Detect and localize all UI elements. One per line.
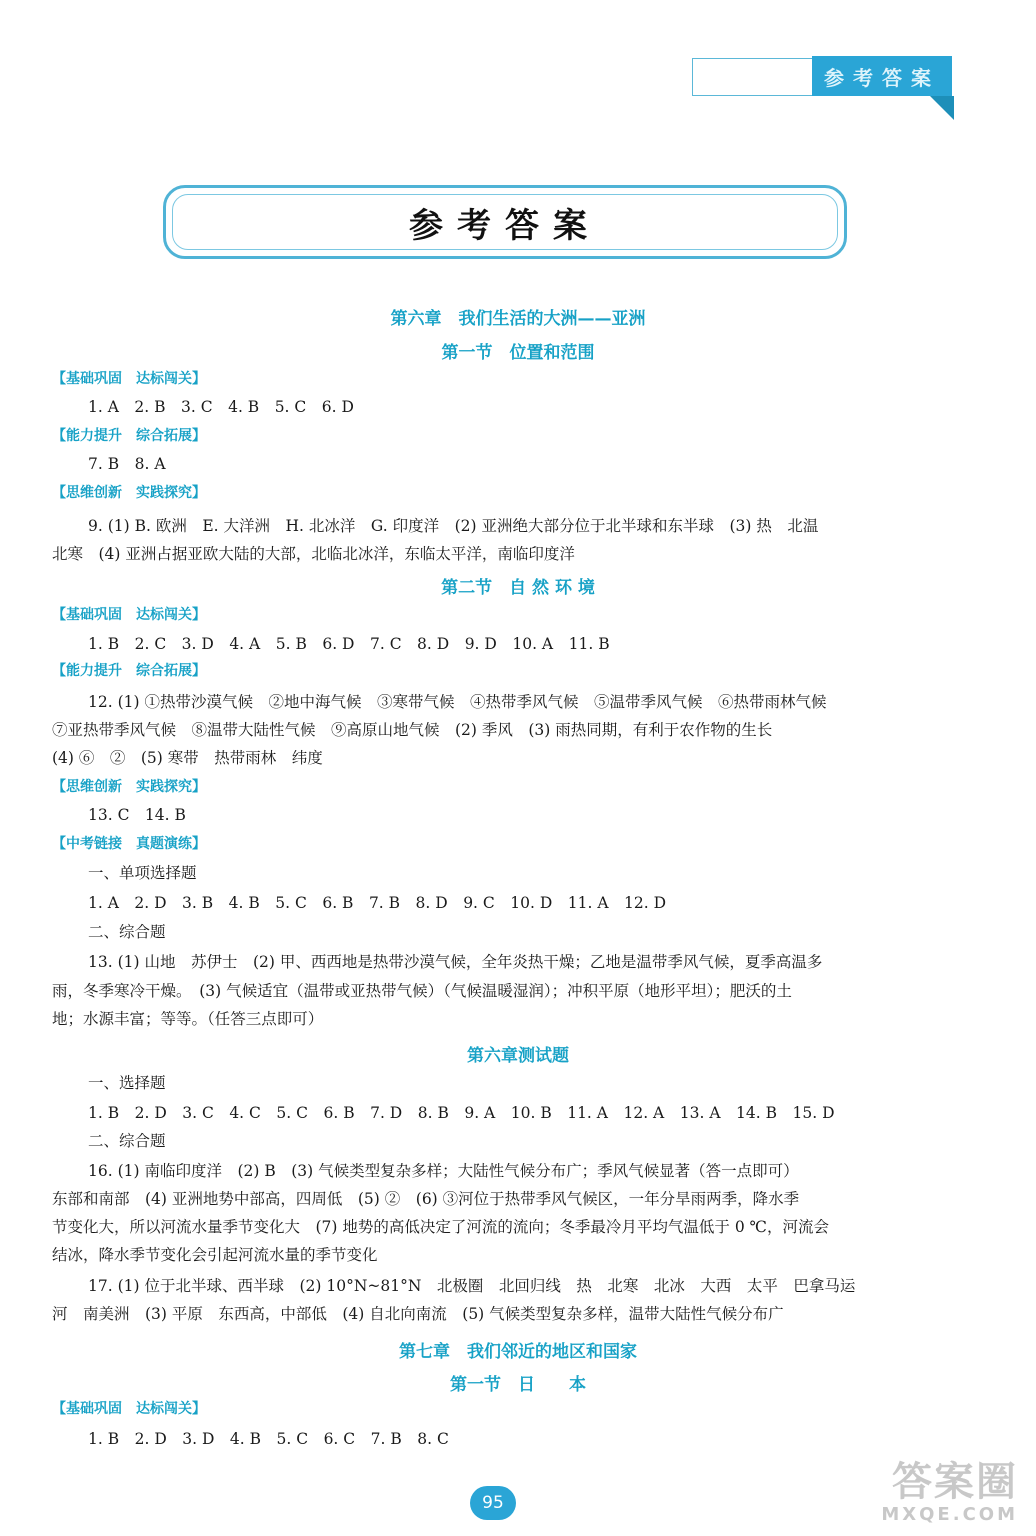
ch6s1-answers-basic: 1. A 2. B 3. C 4. B 5. C 6. D bbox=[88, 398, 354, 416]
ch6s1-tag-basic: 【基础巩固 达标闯关】 bbox=[52, 371, 206, 387]
ch6s2-tag-thinking: 【思维创新 实践探究】 bbox=[52, 779, 206, 795]
ch6-section2-title: 第二节 自 然 环 境 bbox=[441, 578, 595, 598]
page-number: 95 bbox=[470, 1486, 516, 1520]
ch6s2-answers-exam-choice: 1. A 2. D 3. B 4. B 5. C 6. B 7. B 8. D 9. C 10. D 11. A 12. D bbox=[88, 894, 667, 912]
ch7s1-answers-basic: 1. B 2. D 3. D 4. B 5. C 6. C 7. B 8. C bbox=[88, 1430, 449, 1448]
ch6s2-tag-ability: 【能力提升 综合拓展】 bbox=[52, 663, 206, 679]
watermark-url: MXQE.COM bbox=[881, 1504, 1018, 1525]
header-tab-tail bbox=[930, 96, 954, 120]
ch6test-answer16-line1: 16. (1) 南临印度洋 (2) B (3) 气候类型复杂多样；大陆性气候分布广；季风气候显著（答一点即可） bbox=[88, 1162, 799, 1180]
ch6test-answers-choice: 1. B 2. D 3. C 4. C 5. C 6. B 7. D 8. B 9. A 10. B 11. A 12. A 13. A 14. B 15. D bbox=[88, 1104, 835, 1122]
chapter7-title: 第七章 我们邻近的地区和国家 bbox=[399, 1342, 637, 1362]
ch6s1-tag-ability: 【能力提升 综合拓展】 bbox=[52, 428, 206, 444]
title-banner bbox=[163, 185, 847, 259]
ch6s2-answer12-line3: (4) ⑥ ② (5) 寒带 热带雨林 纬度 bbox=[52, 749, 323, 767]
header-tab-box bbox=[692, 58, 814, 96]
ch6test-part2-heading: 二、综合题 bbox=[88, 1132, 166, 1150]
ch6test-answer17-line2: 河 南美洲 (3) 平原 东西高，中部低 (4) 自北向南流 (5) 气候类型复杂多样，温带大陆性气候分布广 bbox=[52, 1305, 784, 1323]
ch6s1-answer9-line1: 9. (1) B. 欧洲 E. 大洋洲 H. 北冰洋 G. 印度洋 (2) 亚洲绝大部分位于北半球和东半球 (3) 热 北温 bbox=[88, 517, 819, 535]
ch6s2-answer12-line2: ⑦亚热带季风气候 ⑧温带大陆性气候 ⑨高原山地气候 (2) 季风 (3) 雨热同期，有利于农作物的生长 bbox=[52, 721, 773, 739]
ch6test-answer16-line4: 结冰，降水季节变化会引起河流水量的季节变化 bbox=[52, 1246, 378, 1264]
ch6test-answer16-line2: 东部和南部 (4) 亚洲地势中部高，四周低 (5) ② (6) ③河位于热带季风气候区，一年分旱雨两季，降水季 bbox=[52, 1190, 800, 1208]
ch6-section1-title: 第一节 位置和范围 bbox=[441, 343, 595, 363]
ch6s2-answer13-line1: 13. (1) 山地 苏伊士 (2) 甲、西西地是热带沙漠气候，全年炎热干燥；乙地是温带季风气候，夏季高温多 bbox=[88, 953, 823, 971]
page-title: 参考答案 bbox=[409, 205, 601, 246]
ch6s2-tag-basic: 【基础巩固 达标闯关】 bbox=[52, 607, 206, 623]
ch6test-answer17-line1: 17. (1) 位于北半球、西半球 (2) 10°N~81°N 北极圈 北回归线 热 北寒 北冰 大西 太平 巴拿马运 bbox=[88, 1277, 856, 1295]
ch6test-answer16-line3: 节变化大，所以河流水量季节变化大 (7) 地势的高低决定了河流的流向；冬季最冷月平均气温低于 0 ℃，河流会 bbox=[52, 1218, 829, 1236]
ch6s1-answer9-line2: 北寒 (4) 亚洲占据亚欧大陆的大部，北临北冰洋，东临太平洋，南临印度洋 bbox=[52, 545, 575, 563]
watermark-logo-text: 答案圈 bbox=[892, 1459, 1018, 1505]
ch7s1-tag-basic: 【基础巩固 达标闯关】 bbox=[52, 1401, 206, 1417]
ch6s1-answers-ability: 7. B 8. A bbox=[88, 455, 166, 473]
ch6s2-answer13-line3: 地；水源丰富；等等。（任答三点即可） bbox=[52, 1010, 324, 1028]
header-tab-label: 参考答案 bbox=[812, 56, 952, 96]
watermark-logo bbox=[848, 1460, 1018, 1530]
ch6-test-title: 第六章测试题 bbox=[467, 1046, 569, 1066]
ch6s2-part2-heading: 二、综合题 bbox=[88, 923, 166, 941]
ch7-section1-title: 第一节 日 本 bbox=[450, 1375, 586, 1395]
ch6s2-answers-thinking: 13. C 14. B bbox=[88, 806, 186, 824]
ch6s2-answers-basic: 1. B 2. C 3. D 4. A 5. B 6. D 7. C 8. D 9. D 10. A 11. B bbox=[88, 635, 610, 653]
ch6s2-answer13-line2: 雨，冬季寒冷干燥。 (3) 气候适宜（温带或亚热带气候）（气候温暖湿润）；冲积平原（地形平坦）；肥沃的土 bbox=[52, 982, 792, 1000]
ch6s2-answer12-line1: 12. (1) ①热带沙漠气候 ②地中海气候 ③寒带气候 ④热带季风气候 ⑤温带季风气候 ⑥热带雨林气候 bbox=[88, 693, 827, 711]
ch6s1-tag-thinking: 【思维创新 实践探究】 bbox=[52, 485, 206, 501]
ch6s2-part1-heading: 一、单项选择题 bbox=[88, 864, 197, 882]
chapter6-title: 第六章 我们生活的大洲——亚洲 bbox=[390, 309, 646, 329]
ch6s2-tag-exam: 【中考链接 真题演练】 bbox=[52, 836, 206, 852]
ch6test-part1-heading: 一、选择题 bbox=[88, 1074, 166, 1092]
